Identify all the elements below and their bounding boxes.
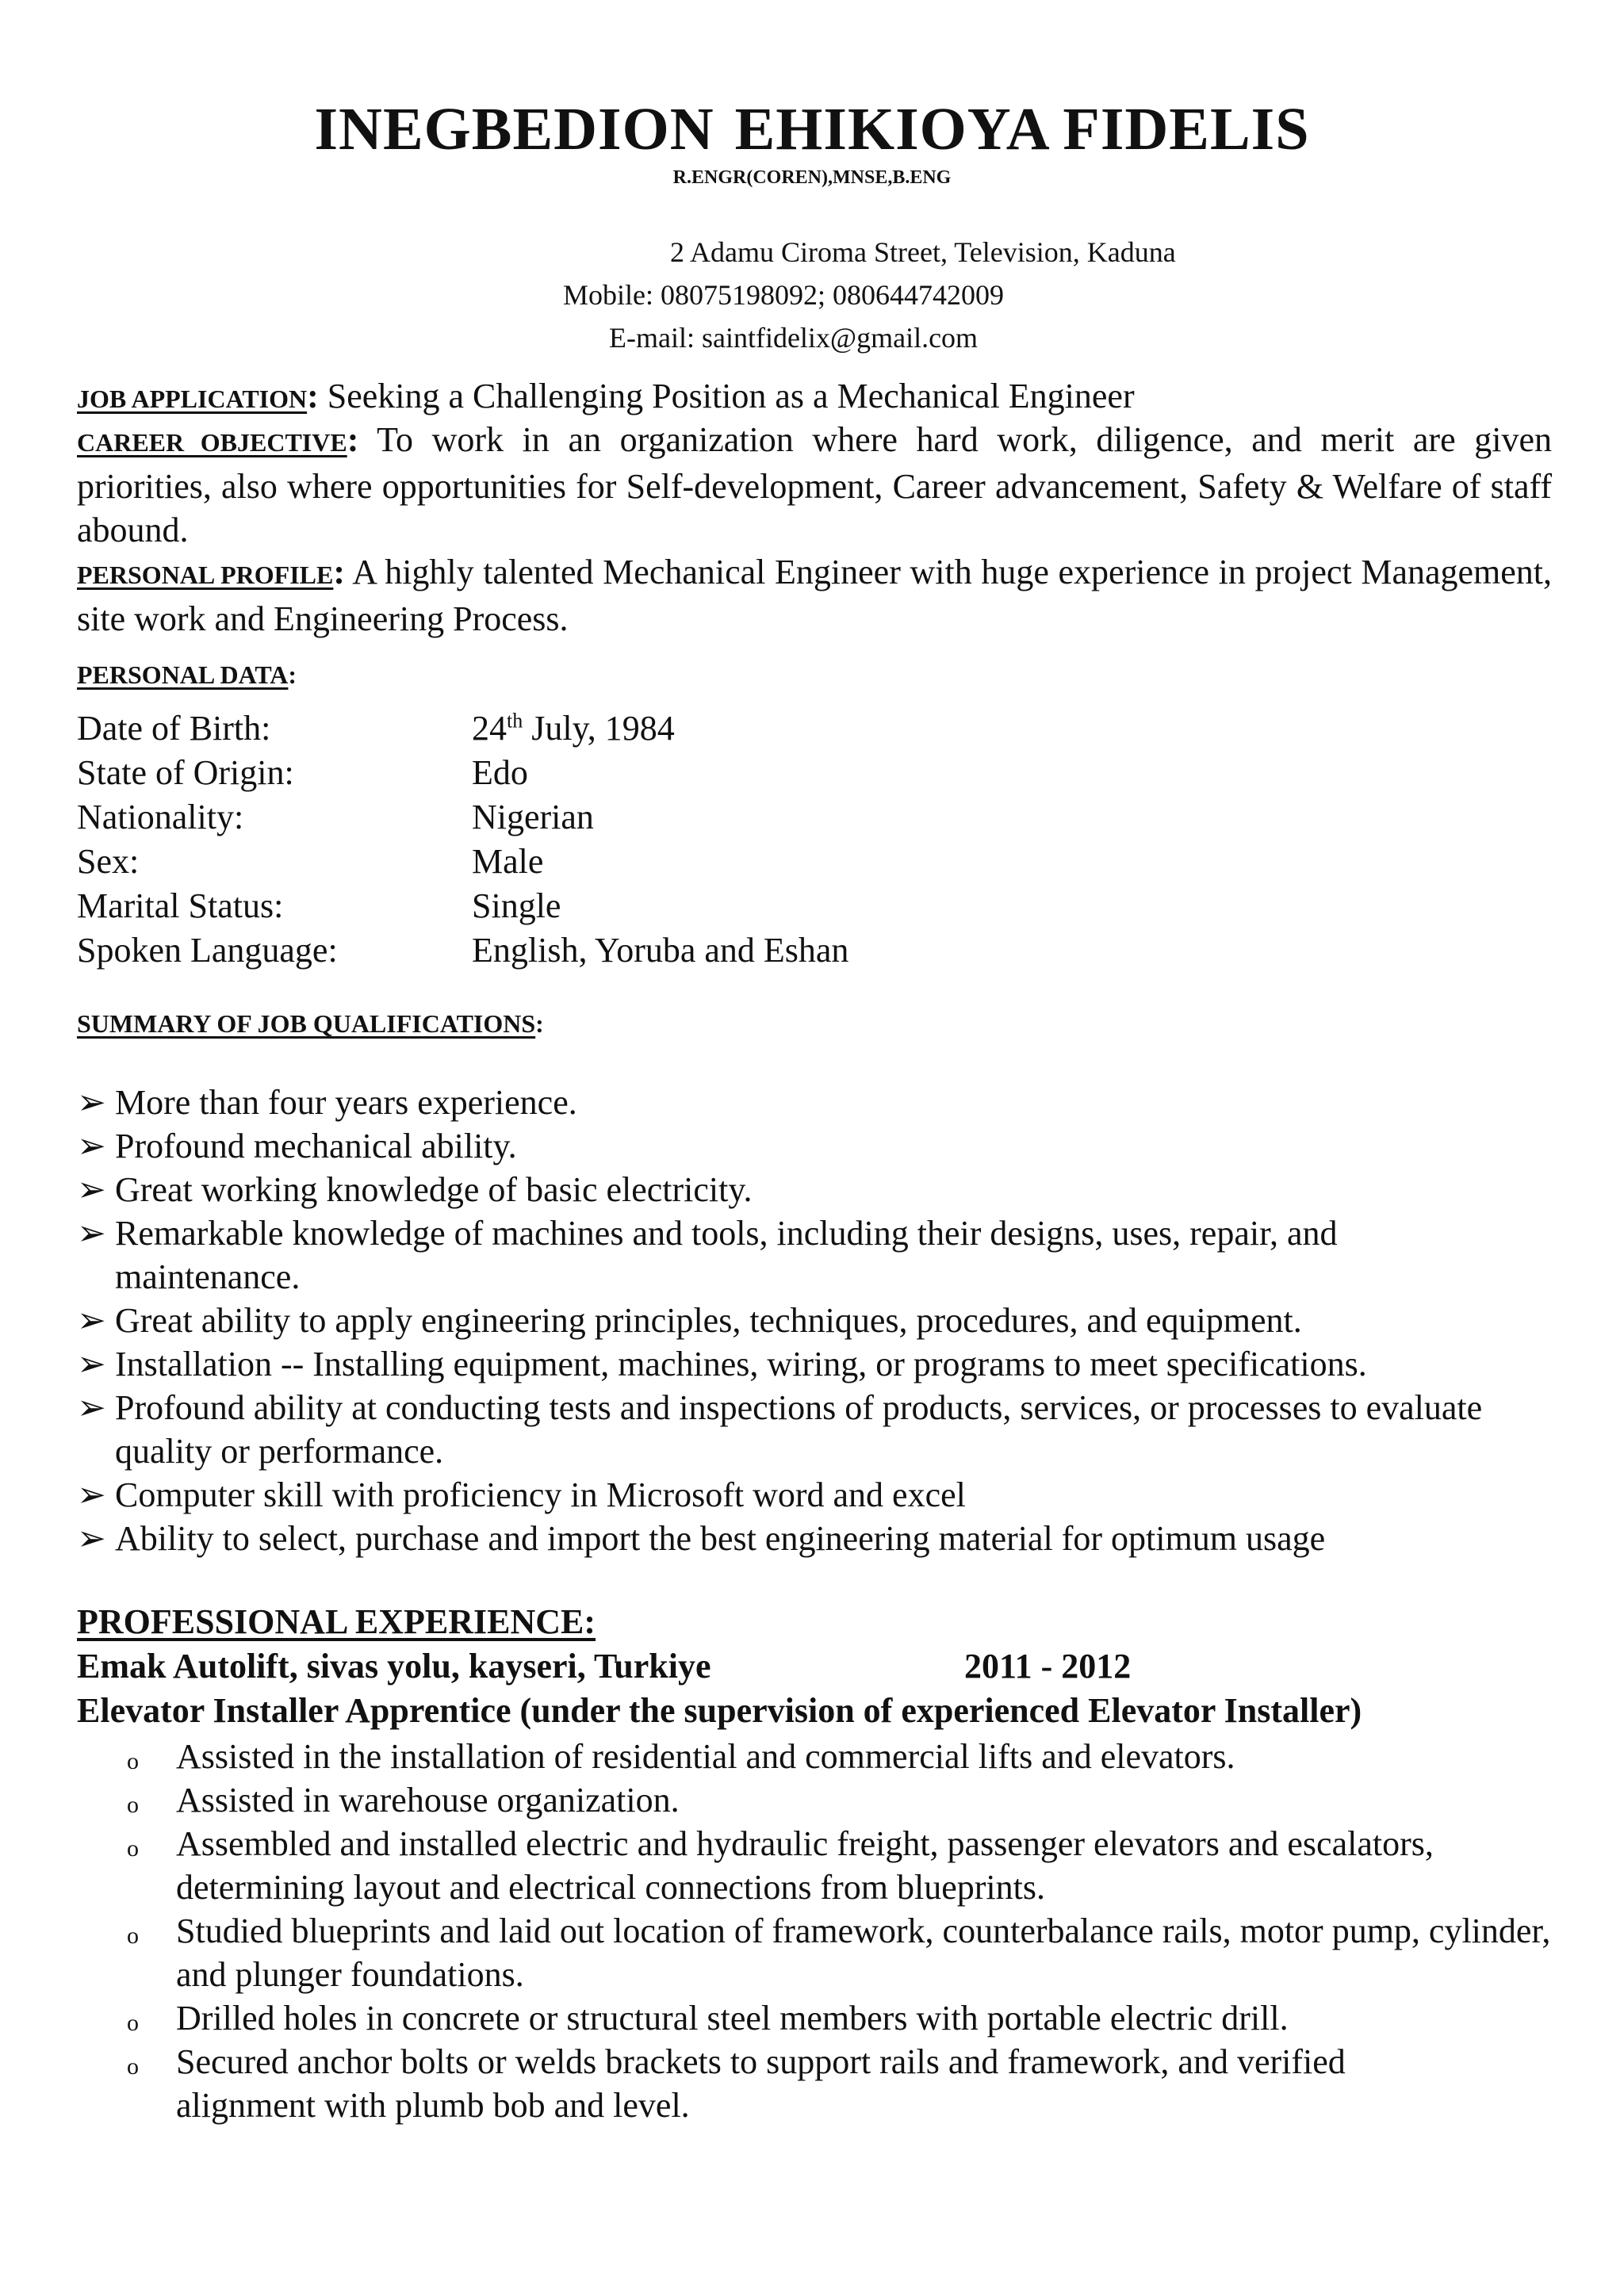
arrow-bullet-icon: ➢ [77,1475,106,1514]
circle-bullet-icon: o [127,1835,139,1862]
career-objective: CAREER OBJECTIVE: To work in an organization where hard work, diligence, and merit are given priorities, also where opportunities for Self-development, Career advancement, Safety & Welfare of staff abound. [77,420,1552,549]
duty-item: o Studied blueprints and laid out location of framework, counterbalance rails, motor pump, cylinder, and plunger foundations. [127,1911,1551,1994]
company-name: Emak Autolift, sivas yolu, kayseri, Turkiye [77,1647,711,1686]
qualifications-label: SUMMARY OF JOB QUALIFICATIONS [77,1009,536,1038]
credentials: R.ENGR(COREN),MNSE,B.ENG [672,167,952,188]
qualifications-heading: SUMMARY OF JOB QUALIFICATIONS: [77,1009,544,1038]
duty-item: o Assisted in warehouse organization. [127,1778,1554,1822]
qualification-item: ➢ Ability to select, purchase and import the best engineering material for optimum usage [77,1517,1552,1560]
personal-data-heading: PERSONAL DATA: [77,660,297,689]
job-application: JOB APPLICATION: Seeking a Challenging Position as a Mechanical Engineer [77,377,1135,415]
qualification-item: ➢ Great working knowledge of basic electricity. [77,1168,1552,1211]
duty-item: o Drilled holes in concrete or structural steel members with portable electric drill. [127,1996,1554,2040]
arrow-bullet-icon: ➢ [77,1083,106,1122]
dob-label: Date of Birth: [77,709,271,748]
spoken-language-label: Spoken Language: [77,931,338,970]
employment-period: 2011 - 2012 [964,1647,1132,1686]
qualification-item: ➢ Remarkable knowledge of machines and tools, including their designs, uses, repair, and maintenance. [77,1211,1504,1299]
qualification-item: ➢ Computer skill with proficiency in Microsoft word and excel [77,1473,1552,1517]
duty-item: o Assisted in the installation of residential and commercial lifts and elevators. [127,1735,1554,1778]
qualification-item: ➢ Profound ability at conducting tests and inspections of products, services, or processes to evaluate quality or performance. [77,1386,1552,1473]
circle-bullet-icon: o [127,2053,139,2080]
circle-bullet-icon: o [127,1923,139,1949]
duty-item: o Assembled and installed electric and hydraulic freight, passenger elevators and escalators, determining layout and electrical connections from blueprints. [127,1824,1434,1907]
state-of-origin-label: State of Origin: [77,753,294,792]
job-role: Elevator Installer Apprentice (under the supervision of experienced Elevator Installer) [77,1691,1362,1730]
name-rest: EHIKIOYA FIDELIS [734,96,1310,163]
state-of-origin-value: Edo [472,753,528,792]
nationality-value: Nigerian [472,798,594,836]
mobile-numbers: Mobile: 08075198092; 080644742009 [563,279,1004,311]
nationality-label: Nationality: [77,798,244,836]
qualification-item: ➢ Profound mechanical ability. [77,1124,1552,1168]
personal-data-label: PERSONAL DATA [77,660,289,689]
experience-heading: PROFESSIONAL EXPERIENCE: [77,1602,596,1641]
spoken-language-value: English, Yoruba and Eshan [472,931,849,970]
qualification-item: ➢ Great ability to apply engineering principles, techniques, procedures, and equipment. [77,1299,1552,1342]
arrow-bullet-icon: ➢ [77,1214,106,1253]
arrow-bullet-icon: ➢ [77,1519,106,1558]
arrow-bullet-icon: ➢ [77,1388,106,1427]
marital-status-label: Marital Status: [77,886,284,925]
circle-bullet-icon: o [127,1748,139,1774]
name-first: INEGBEDION [314,96,714,163]
sex-label: Sex: [77,842,140,881]
circle-bullet-icon: o [127,1792,139,1818]
qualification-item: ➢ Installation -- Installing equipment, machines, wiring, or programs to meet specifications. [77,1342,1552,1386]
personal-profile-label: PERSONAL PROFILE [77,561,334,589]
address: 2 Adamu Ciroma Street, Television, Kaduna [670,236,1176,268]
personal-profile-text: A highly talented Mechanical Engineer with huge experience in project Management, site work and Engineering Process. [77,553,1553,638]
dob-value: 24th July, 1984 [472,709,675,748]
career-objective-label: CAREER OBJECTIVE [77,428,347,457]
sex-value: Male [472,842,544,881]
circle-bullet-icon: o [127,2010,139,2036]
arrow-bullet-icon: ➢ [77,1345,106,1383]
email-address: E-mail: saintfidelix@gmail.com [609,322,979,354]
duty-item: o Secured anchor bolts or welds brackets to support rails and framework, and verified alignment with plumb bob and level. [127,2042,1346,2125]
arrow-bullet-icon: ➢ [77,1127,106,1165]
job-application-label: JOB APPLICATION [77,385,308,413]
marital-status-value: Single [472,886,561,925]
arrow-bullet-icon: ➢ [77,1301,106,1340]
career-objective-text: To work in an organization where hard work, diligence, and merit are given priorities, also where opportunities for Self-development, Career advancement, Safety & Welfare of staff abound. [77,420,1552,549]
job-application-text: Seeking a Challenging Position as a Mechanical Engineer [318,377,1135,415]
qualification-item: ➢ More than four years experience. [77,1081,1552,1124]
candidate-name [0,96,1624,163]
arrow-bullet-icon: ➢ [77,1170,106,1209]
personal-profile: PERSONAL PROFILE: A highly talented Mechanical Engineer with huge experience in project Management, site work and Engineering Process. [77,553,1553,638]
